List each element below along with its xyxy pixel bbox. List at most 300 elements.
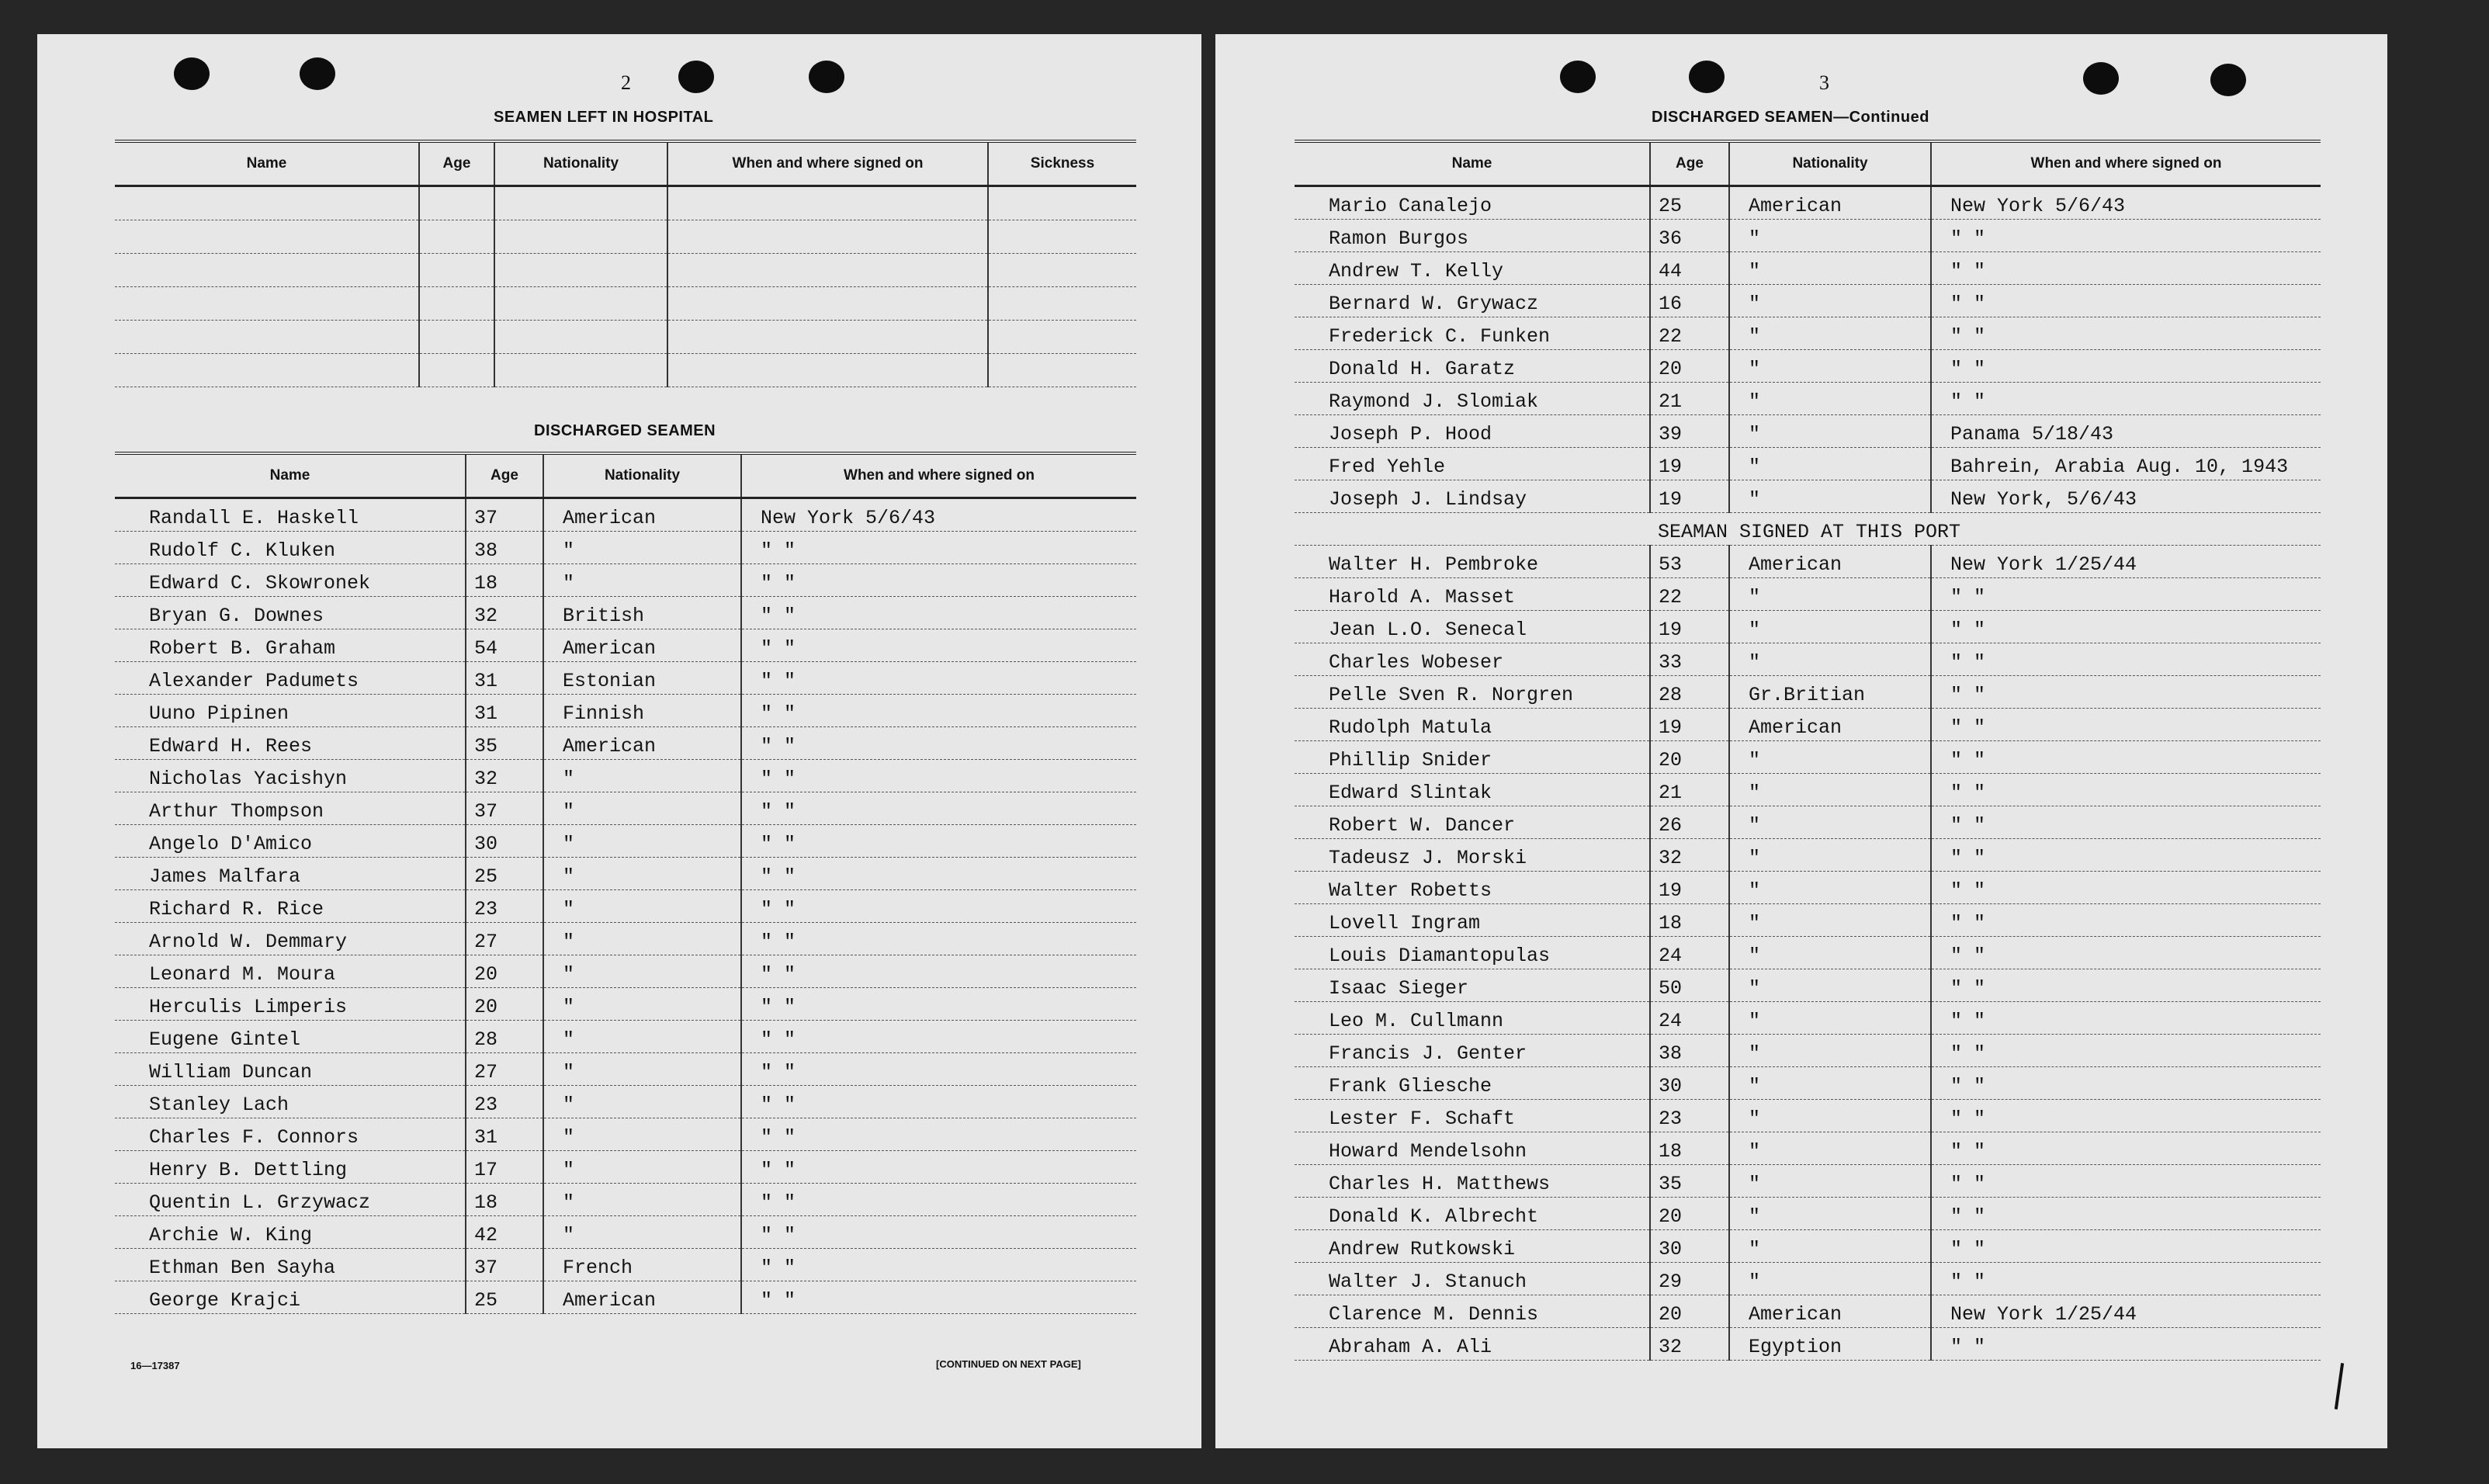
cell-name: Abraham A. Ali [1295, 1328, 1650, 1361]
cell-signed-on: " " [741, 825, 1136, 858]
table-row [115, 1249, 1136, 1281]
cell-signed-on: " " [741, 727, 1136, 760]
cell-signed-on: Panama 5/18/43 [1931, 415, 2321, 448]
cell-age: 23 [1650, 1100, 1729, 1132]
table-row [115, 354, 1136, 387]
cell-name: Lovell Ingram [1295, 904, 1650, 937]
cell-nationality: American [543, 498, 741, 532]
cell-nationality: " [1729, 285, 1931, 317]
cell-name: Nicholas Yacishyn [115, 760, 466, 792]
table-row [115, 1053, 1136, 1086]
table-row [1295, 741, 2321, 774]
cell-nationality: French [543, 1249, 741, 1281]
cell-age: 36 [1650, 220, 1729, 252]
cell-nationality: " [543, 1053, 741, 1086]
cell-name: Phillip Snider [1295, 741, 1650, 774]
cell-name: Henry B. Dettling [115, 1151, 466, 1184]
table-row [1295, 1198, 2321, 1230]
cell-nationality: American [1729, 186, 1931, 220]
cell-signed-on: " " [741, 564, 1136, 597]
cell-nationality: " [1729, 611, 1931, 643]
cell-signed-on: " " [741, 923, 1136, 955]
cell-nationality: " [543, 792, 741, 825]
cell-signed-on: " " [741, 1086, 1136, 1118]
cell-signed-on: " " [741, 1118, 1136, 1151]
cell-signed-on: " " [741, 1184, 1136, 1216]
col-header-name: Name [1295, 141, 1650, 186]
cell-name: Eugene Gintel [115, 1021, 466, 1053]
table-row [1295, 448, 2321, 480]
table-row [1295, 904, 2321, 937]
cell-name: Robert W. Dancer [1295, 806, 1650, 839]
cell-name: Isaac Sieger [1295, 969, 1650, 1002]
cell-nationality: " [543, 988, 741, 1021]
cell-signed-on: " " [1931, 578, 2321, 611]
cell-name: Bernard W. Grywacz [1295, 285, 1650, 317]
cell-name: Jean L.O. Senecal [1295, 611, 1650, 643]
col-header-sickness: Sickness [988, 141, 1136, 186]
cell-age: 54 [466, 629, 543, 662]
cell-age: 39 [1650, 415, 1729, 448]
cell-signed-on: " " [741, 955, 1136, 988]
cell-age: 21 [1650, 774, 1729, 806]
cell-age: 33 [1650, 643, 1729, 676]
cell-age: 21 [1650, 383, 1729, 415]
table-row [115, 220, 1136, 254]
cell-nationality: " [1729, 480, 1931, 513]
table-row [1295, 1263, 2321, 1295]
col-header-name: Name [115, 141, 419, 186]
margin-mark [2335, 1363, 2344, 1409]
cell-name: Archie W. King [115, 1216, 466, 1249]
cell-name: Louis Diamantopulas [1295, 937, 1650, 969]
cell-nationality: American [543, 1281, 741, 1314]
cell-signed-on: " " [741, 1021, 1136, 1053]
cell-name: Donald K. Albrecht [1295, 1198, 1650, 1230]
cell-signed-on: " " [1931, 1132, 2321, 1165]
table-row [1295, 186, 2321, 220]
cell-name: Edward C. Skowronek [115, 564, 466, 597]
cell-name: Edward Slintak [1295, 774, 1650, 806]
cell-nationality: " [543, 1021, 741, 1053]
cell-name: Arthur Thompson [115, 792, 466, 825]
cell-nationality: " [543, 1184, 741, 1216]
cell-age: 30 [466, 825, 543, 858]
table-row [1295, 1295, 2321, 1328]
cell-nationality: " [543, 532, 741, 564]
discharged-section-title: DISCHARGED SEAMEN [534, 422, 716, 439]
page-number: 2 [621, 71, 631, 94]
table-row [115, 988, 1136, 1021]
cell-name: Robert B. Graham [115, 629, 466, 662]
punch-hole [2210, 64, 2246, 96]
cell-nationality: " [1729, 643, 1931, 676]
cell-signed-on: " " [741, 532, 1136, 564]
hospital-table [115, 140, 1136, 387]
cell-signed-on: " " [741, 695, 1136, 727]
cell-name: Edward H. Rees [115, 727, 466, 760]
cell-signed-on: Bahrein, Arabia Aug. 10, 1943 [1931, 448, 2321, 480]
cell-age: 24 [1650, 937, 1729, 969]
cell-signed-on: " " [1931, 709, 2321, 741]
cell-nationality: " [1729, 1198, 1931, 1230]
col-header-nationality: Nationality [543, 453, 741, 498]
cell-name: Uuno Pipinen [115, 695, 466, 727]
cell-name: Ethman Ben Sayha [115, 1249, 466, 1281]
cell-nationality: Egyption [1729, 1328, 1931, 1361]
cell-name: George Krajci [115, 1281, 466, 1314]
cell-nationality: British [543, 597, 741, 629]
table-row [1295, 969, 2321, 1002]
cell-nationality: " [1729, 415, 1931, 448]
col-header-signed-on: When and where signed on [741, 453, 1136, 498]
cell-name: Fred Yehle [1295, 448, 1650, 480]
cell-nationality: " [543, 923, 741, 955]
col-header-age: Age [419, 141, 494, 186]
cell-age: 31 [466, 1118, 543, 1151]
cell-nationality: " [543, 1151, 741, 1184]
cell-nationality: " [1729, 1002, 1931, 1035]
table-row [1295, 285, 2321, 317]
cell-signed-on: New York 1/25/44 [1931, 546, 2321, 578]
table-row [115, 792, 1136, 825]
table-row [115, 186, 1136, 220]
cell-age: 37 [466, 498, 543, 532]
cell-nationality: " [1729, 350, 1931, 383]
cell-signed-on: " " [741, 629, 1136, 662]
cell-name: Stanley Lach [115, 1086, 466, 1118]
cell-nationality: American [543, 629, 741, 662]
punch-hole [809, 61, 844, 93]
cell-name: Charles Wobeser [1295, 643, 1650, 676]
cell-nationality: " [1729, 1035, 1931, 1067]
cell-name: Charles H. Matthews [1295, 1165, 1650, 1198]
cell-age: 22 [1650, 317, 1729, 350]
table-row [1295, 383, 2321, 415]
cell-signed-on: " " [1931, 1230, 2321, 1263]
cell-nationality: " [1729, 904, 1931, 937]
cell-nationality: " [543, 564, 741, 597]
cell-name: Randall E. Haskell [115, 498, 466, 532]
cell-age: 20 [466, 988, 543, 1021]
table-row [115, 287, 1136, 321]
table-row [1295, 611, 2321, 643]
cell-age: 25 [1650, 186, 1729, 220]
table-row [1295, 317, 2321, 350]
table-row [1295, 643, 2321, 676]
cell-nationality: American [1729, 546, 1931, 578]
cell-nationality: " [1729, 1132, 1931, 1165]
table-row [1295, 1100, 2321, 1132]
cell-signed-on: " " [1931, 220, 2321, 252]
cell-signed-on: " " [1931, 1100, 2321, 1132]
table-row [1295, 1067, 2321, 1100]
cell-nationality: " [1729, 774, 1931, 806]
left-page [37, 34, 1201, 1448]
cell-signed-on: " " [741, 1151, 1136, 1184]
cell-nationality: " [1729, 1165, 1931, 1198]
table-row [115, 1281, 1136, 1314]
cell-nationality: " [543, 955, 741, 988]
table-row [1295, 806, 2321, 839]
table-row [1295, 1230, 2321, 1263]
cell-age: 37 [466, 1249, 543, 1281]
title-suffix: —Continued [1833, 109, 1929, 126]
cell-age: 18 [466, 1184, 543, 1216]
punch-hole [2083, 62, 2119, 95]
cell-nationality: " [1729, 578, 1931, 611]
table-row [115, 597, 1136, 629]
cell-name: Raymond J. Slomiak [1295, 383, 1650, 415]
cell-name: Clarence M. Dennis [1295, 1295, 1650, 1328]
cell-name: Rudolph Matula [1295, 709, 1650, 741]
cell-signed-on: " " [741, 760, 1136, 792]
cell-age: 25 [466, 1281, 543, 1314]
title-main: DISCHARGED SEAMEN [1652, 109, 1834, 126]
cell-nationality: " [1729, 1230, 1931, 1263]
cell-age: 19 [1650, 480, 1729, 513]
col-header-nationality: Nationality [1729, 141, 1931, 186]
cell-age: 32 [466, 597, 543, 629]
cell-name: Ramon Burgos [1295, 220, 1650, 252]
cell-age: 19 [1650, 709, 1729, 741]
cell-signed-on: " " [1931, 839, 2321, 872]
cell-name: Tadeusz J. Morski [1295, 839, 1650, 872]
table-row [115, 890, 1136, 923]
cell-age: 32 [466, 760, 543, 792]
cell-nationality: " [1729, 839, 1931, 872]
cell-name: Walter H. Pembroke [1295, 546, 1650, 578]
cell-age: 19 [1650, 448, 1729, 480]
cell-age: 20 [1650, 1295, 1729, 1328]
table-row [115, 858, 1136, 890]
cell-signed-on: " " [1931, 1035, 2321, 1067]
cell-name: Francis J. Genter [1295, 1035, 1650, 1067]
cell-signed-on: " " [741, 597, 1136, 629]
cell-age: 28 [1650, 676, 1729, 709]
cell-signed-on: " " [741, 792, 1136, 825]
cell-name: Arnold W. Demmary [115, 923, 466, 955]
cell-age: 31 [466, 695, 543, 727]
cell-name: Walter J. Stanuch [1295, 1263, 1650, 1295]
hospital-section-title: SEAMEN LEFT IN HOSPITAL [494, 109, 714, 126]
cell-nationality: " [1729, 448, 1931, 480]
cell-signed-on: " " [741, 858, 1136, 890]
cell-name: Bryan G. Downes [115, 597, 466, 629]
cell-age: 20 [1650, 350, 1729, 383]
table-row [1295, 839, 2321, 872]
table-row [115, 1216, 1136, 1249]
cell-name: Joseph P. Hood [1295, 415, 1650, 448]
cell-signed-on: " " [1931, 1002, 2321, 1035]
table-row [115, 254, 1136, 287]
cell-age: 17 [466, 1151, 543, 1184]
cell-name: Pelle Sven R. Norgren [1295, 676, 1650, 709]
cell-signed-on: New York 5/6/43 [741, 498, 1136, 532]
col-header-signed-on: When and where signed on [667, 141, 988, 186]
form-number: 16—17387 [130, 1360, 180, 1371]
cell-name: William Duncan [115, 1053, 466, 1086]
cell-signed-on: " " [1931, 1198, 2321, 1230]
cell-signed-on: " " [1931, 904, 2321, 937]
cell-age: 22 [1650, 578, 1729, 611]
cell-age: 20 [1650, 1198, 1729, 1230]
cell-signed-on: " " [1931, 317, 2321, 350]
cell-name: Andrew Rutkowski [1295, 1230, 1650, 1263]
cell-nationality: " [1729, 383, 1931, 415]
cell-name: Frank Gliesche [1295, 1067, 1650, 1100]
cell-nationality: " [543, 760, 741, 792]
cell-age: 24 [1650, 1002, 1729, 1035]
cell-age: 26 [1650, 806, 1729, 839]
cell-signed-on: " " [1931, 676, 2321, 709]
table-row [1295, 578, 2321, 611]
cell-age: 50 [1650, 969, 1729, 1002]
cell-nationality: " [1729, 937, 1931, 969]
cell-signed-on: New York, 5/6/43 [1931, 480, 2321, 513]
table-row [1295, 709, 2321, 741]
cell-signed-on: " " [741, 890, 1136, 923]
cell-age: 30 [1650, 1230, 1729, 1263]
cell-nationality: " [1729, 317, 1931, 350]
table-row [115, 1151, 1136, 1184]
cell-name: Alexander Padumets [115, 662, 466, 695]
table-row [115, 760, 1136, 792]
cell-name: Herculis Limperis [115, 988, 466, 1021]
cell-nationality: Finnish [543, 695, 741, 727]
cell-name: Harold A. Masset [1295, 578, 1650, 611]
cell-nationality: " [1729, 1263, 1931, 1295]
cell-age: 19 [1650, 611, 1729, 643]
page-number: 3 [1819, 71, 1829, 94]
cell-nationality: " [1729, 252, 1931, 285]
cell-signed-on: " " [741, 662, 1136, 695]
table-row [115, 1021, 1136, 1053]
cell-signed-on: " " [1931, 741, 2321, 774]
table-row [1295, 480, 2321, 513]
table-row [115, 321, 1136, 354]
cell-age: 25 [466, 858, 543, 890]
table-row [115, 727, 1136, 760]
cell-signed-on: " " [741, 1216, 1136, 1249]
cell-signed-on: " " [1931, 611, 2321, 643]
cell-age: 37 [466, 792, 543, 825]
discharged-table [115, 452, 1136, 1314]
table-row [115, 695, 1136, 727]
cell-nationality: " [543, 1216, 741, 1249]
table-row [1295, 252, 2321, 285]
cell-age: 38 [466, 532, 543, 564]
continued-note: [CONTINUED ON NEXT PAGE] [936, 1358, 1081, 1370]
table-row [1295, 872, 2321, 904]
cell-age: 53 [1650, 546, 1729, 578]
cell-signed-on: " " [1931, 806, 2321, 839]
cell-signed-on: " " [741, 1053, 1136, 1086]
cell-age: 27 [466, 1053, 543, 1086]
cell-name: Quentin L. Grzywacz [115, 1184, 466, 1216]
cell-signed-on: " " [1931, 383, 2321, 415]
cell-age: 38 [1650, 1035, 1729, 1067]
table-row [1295, 1328, 2321, 1361]
table-row [115, 532, 1136, 564]
table-row [115, 923, 1136, 955]
cell-name: Andrew T. Kelly [1295, 252, 1650, 285]
cell-name: Donald H. Garatz [1295, 350, 1650, 383]
table-row [115, 629, 1136, 662]
cell-age: 16 [1650, 285, 1729, 317]
table-row [115, 825, 1136, 858]
cell-name: James Malfara [115, 858, 466, 890]
cell-signed-on: " " [1931, 774, 2321, 806]
cell-signed-on: " " [1931, 285, 2321, 317]
table-row [115, 498, 1136, 532]
cell-age: 42 [466, 1216, 543, 1249]
cell-age: 18 [1650, 904, 1729, 937]
cell-name: Charles F. Connors [115, 1118, 466, 1151]
table-row [1295, 774, 2321, 806]
punch-hole [678, 61, 714, 93]
cell-name: Joseph J. Lindsay [1295, 480, 1650, 513]
cell-age: 19 [1650, 872, 1729, 904]
cell-signed-on: " " [1931, 937, 2321, 969]
cell-name: Howard Mendelsohn [1295, 1132, 1650, 1165]
cell-nationality: American [543, 727, 741, 760]
punch-hole [300, 57, 335, 90]
discharged-continued-table [1295, 140, 2321, 1361]
cell-nationality: " [543, 890, 741, 923]
cell-signed-on: " " [1931, 1165, 2321, 1198]
cell-nationality: Gr.Britian [1729, 676, 1931, 709]
table-row [115, 1184, 1136, 1216]
discharged-continued-title [1652, 109, 1929, 127]
cell-age: 20 [1650, 741, 1729, 774]
col-header-name: Name [115, 453, 466, 498]
cell-age: 28 [466, 1021, 543, 1053]
cell-nationality: " [543, 1118, 741, 1151]
cell-nationality: " [543, 1086, 741, 1118]
cell-signed-on: " " [1931, 1263, 2321, 1295]
cell-signed-on: New York 5/6/43 [1931, 186, 2321, 220]
cell-nationality: " [1729, 1067, 1931, 1100]
right-page [1215, 34, 2387, 1448]
table-row [115, 955, 1136, 988]
cell-nationality: " [543, 858, 741, 890]
table-row [1295, 415, 2321, 448]
col-header-signed-on: When and where signed on [1931, 141, 2321, 186]
punch-hole [1560, 61, 1596, 93]
cell-name: Richard R. Rice [115, 890, 466, 923]
cell-name: Leonard M. Moura [115, 955, 466, 988]
cell-age: 23 [466, 1086, 543, 1118]
cell-nationality: " [1729, 969, 1931, 1002]
cell-name: Lester F. Schaft [1295, 1100, 1650, 1132]
note-row [1295, 513, 2321, 546]
cell-nationality: American [1729, 709, 1931, 741]
table-row [1295, 546, 2321, 578]
cell-signed-on: " " [1931, 1328, 2321, 1361]
col-header-age: Age [466, 453, 543, 498]
cell-age: 29 [1650, 1263, 1729, 1295]
table-row [1295, 937, 2321, 969]
cell-signed-on: " " [1931, 252, 2321, 285]
cell-name: Mario Canalejo [1295, 186, 1650, 220]
table-row [1295, 1132, 2321, 1165]
cell-age: 35 [1650, 1165, 1729, 1198]
cell-name: Walter Robetts [1295, 872, 1650, 904]
seaman-signed-note: SEAMAN SIGNED AT THIS PORT [1650, 513, 2321, 546]
cell-nationality: American [1729, 1295, 1931, 1328]
col-header-age: Age [1650, 141, 1729, 186]
